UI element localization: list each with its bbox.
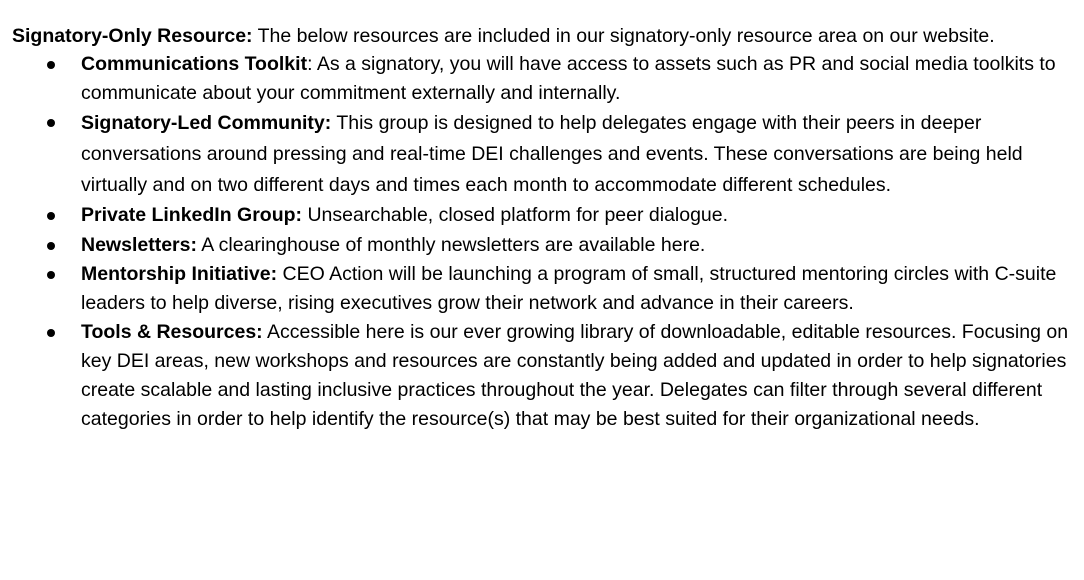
list-item-newsletters	[12, 231, 1081, 261]
item-text: : As a signatory, you will have access to assets such as PR and social media toolkits to communicate about your commitment externally and internally.	[81, 53, 1056, 104]
item-text: A clearinghouse of monthly newsletters are available here.	[196, 233, 706, 256]
item-text: This group is designed to help delegates engage with their peers in deeper conversations around pressing and real-time DEI challenges and events. These conversations are being held virtually and on two different days and times each month to accommodate different schedules.	[81, 112, 1023, 196]
item-text: CEO Action will be launching a program of small, structured mentoring circles with C-suite leaders to help diverse, rising executives grow their network and advance in their careers.	[81, 263, 1057, 314]
item-label: Tools & Resources:	[81, 321, 263, 343]
item-label: Mentorship Initiative:	[81, 263, 278, 285]
list-item-mentorship-initiative	[12, 260, 1081, 318]
intro-text: The below resources are included in our signatory-only resource area on our website.	[252, 25, 995, 47]
item-label: Signatory-Led Community:	[81, 112, 332, 134]
bullet-icon	[47, 242, 55, 250]
resource-list	[12, 50, 1084, 434]
bullet-icon	[47, 119, 55, 127]
item-label: Newsletters:	[81, 233, 197, 256]
item-text: Unsearchable, closed platform for peer dialogue.	[302, 204, 729, 226]
bullet-icon	[47, 61, 55, 69]
item-label: Private LinkedIn Group:	[81, 204, 303, 226]
item-label: Communications Toolkit	[81, 53, 308, 75]
list-item-tools-resources	[12, 318, 1081, 434]
list-item-communications-toolkit	[12, 50, 1081, 108]
list-item-signatory-led-community	[12, 108, 1081, 201]
intro-paragraph	[12, 22, 1022, 50]
bullet-icon	[47, 329, 55, 337]
bullet-icon	[47, 212, 55, 220]
bullet-icon	[47, 271, 55, 279]
intro-heading: Signatory-Only Resource:	[12, 25, 253, 47]
list-item-private-linkedin-group	[12, 201, 1081, 231]
item-text: Accessible here is our ever growing library of downloadable, editable resources. Focusing on key DEI areas, new workshops and resources are constantly being added and updated in order to help signatories create scalable and lasting inclusive practices throughout the year. Delegates can filter through several different categories in order to help identify the resource(s) that may be best suited for their organizational needs.	[81, 321, 1069, 430]
